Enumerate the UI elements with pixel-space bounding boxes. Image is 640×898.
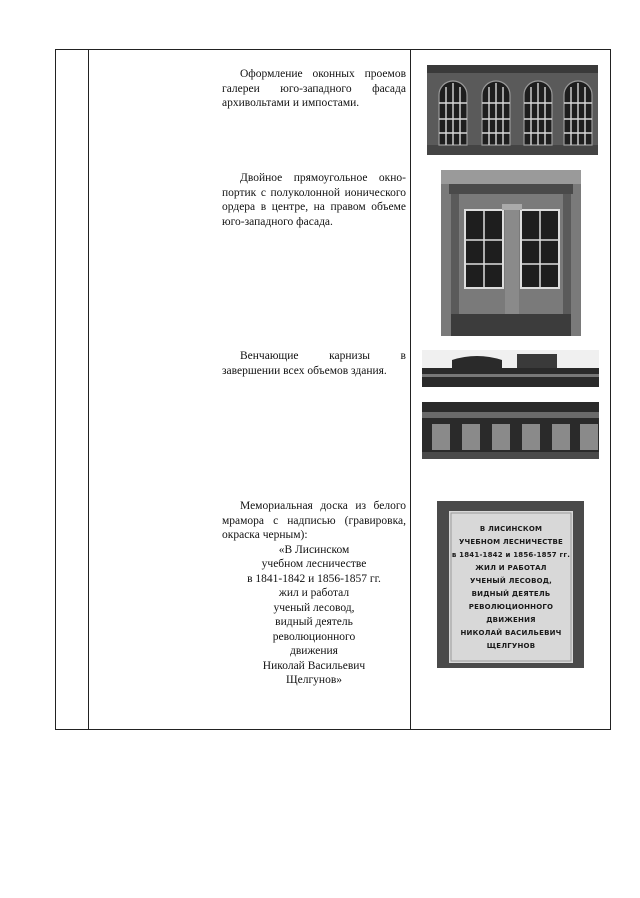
quote-line: в 1841-1842 и 1856-1857 гг.: [247, 572, 381, 585]
column-divider-1: [88, 50, 89, 729]
plaque-inscription-line: УЧЕНЫЙ ЛЕСОВОД,: [469, 577, 553, 585]
plaque-inscription-line: ЖИЛ И РАБОТАЛ: [475, 564, 547, 572]
plaque-inscription-line: В ЛИСИНСКОМ: [479, 525, 543, 533]
description-cornices: Венчающие карнизы в завершении всех объемов здания.: [222, 350, 406, 377]
plaque-intro: Мемориальная доска из белого мрамора с надписью (гравировка, окраска черным):: [222, 500, 406, 541]
plaque-inscription-line: УЧЕБНОМ ЛЕСНИЧЕСТВЕ: [458, 538, 564, 546]
quote-line: видный деятель: [275, 616, 353, 628]
description-double-window: Двойное прямоугольное окно-портик с полуколонной ионического ордера в центре, на правом объеме юго-западного фасада.: [222, 172, 406, 228]
photo-memorial-plaque: [437, 501, 584, 668]
plaque-inscription-line: в 1841-1842 и 1856-1857 гг.: [451, 551, 571, 559]
quote-line: революционного: [272, 630, 356, 643]
quote-line: Щелгунов»: [286, 674, 342, 686]
quote-line: ученый лесовод,: [273, 601, 355, 614]
photo-cornice-detail: [422, 402, 599, 459]
photo-arched-windows: [427, 65, 598, 155]
description-memorial-plaque: [222, 499, 406, 688]
plaque-inscription-line: НИКОЛАЙ ВАСИЛЬЕВИЧ: [460, 629, 562, 637]
quote-line: движения: [290, 645, 338, 657]
plaque-quote: [222, 543, 406, 688]
description-window-arches: Оформление оконных проемов галереи юго-западного фасада архивольтами и импостами.: [222, 68, 406, 109]
document-table: [55, 49, 611, 730]
quote-line: жил и работал: [278, 587, 350, 599]
plaque-inscription-line: ДВИЖЕНИЯ: [486, 616, 536, 624]
plaque-inscription-line: ЩЕЛГУНОВ: [486, 642, 536, 650]
plaque-inscription-line: ВИДНЫЙ ДЕЯТЕЛЬ: [471, 590, 551, 598]
column-divider-2: [410, 50, 411, 729]
quote-line: «В Лисинском: [278, 543, 350, 556]
quote-line: учебном лесничестве: [261, 558, 367, 570]
plaque-inscription-line: РЕВОЛЮЦИОННОГО: [468, 603, 554, 611]
photo-cornice-top: [422, 350, 599, 387]
photo-double-window: [441, 170, 581, 336]
quote-line: Николай Васильевич: [262, 659, 366, 672]
